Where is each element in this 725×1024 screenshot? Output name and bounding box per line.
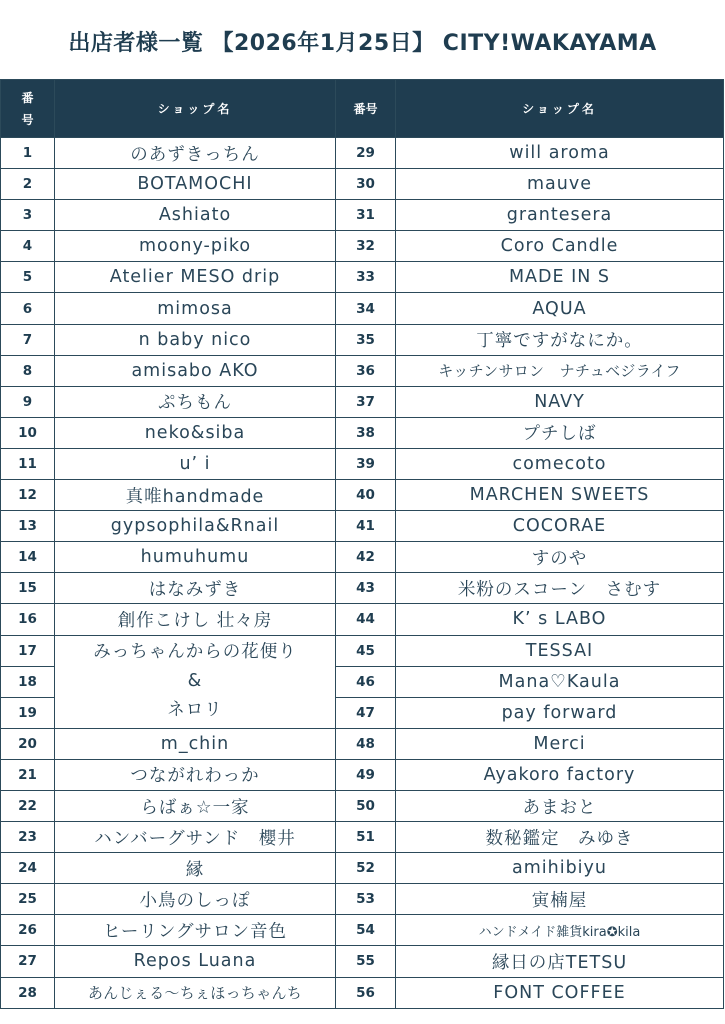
table-row: [1, 511, 724, 542]
vendor-name-right: grantesera: [396, 200, 724, 231]
vendor-number-right: 30: [336, 169, 396, 200]
vendor-number-right: 32: [336, 231, 396, 262]
vendor-number-left: 9: [1, 386, 55, 417]
vendor-number-left: 3: [1, 200, 55, 231]
vendor-name-left-merged: [55, 635, 336, 728]
vendor-name-left: gypsophila&Rnail: [55, 511, 336, 542]
vendor-number-right: 31: [336, 200, 396, 231]
page-title: 出店者様一覧 【2026年1月25日】 CITY!WAKAYAMA: [68, 31, 657, 56]
table-row: [1, 200, 724, 231]
vendor-name-right: FONT COFFEE: [396, 977, 724, 1008]
vendor-number-left: 6: [1, 293, 55, 324]
table-header-row: [1, 80, 724, 138]
table-row: [1, 884, 724, 915]
table-row: [1, 262, 724, 293]
vendor-name-right: 数秘鑑定 みゆき: [396, 822, 724, 853]
vendor-table: [0, 79, 724, 1009]
vendor-name-right: キッチンサロン ナチュベジライフ: [396, 355, 724, 386]
vendor-name-right: will aroma: [396, 138, 724, 169]
vendor-name-left: 創作こけし 壮々房: [55, 604, 336, 635]
vendor-name-left: Atelier MESO drip: [55, 262, 336, 293]
vendor-number-right: 42: [336, 542, 396, 573]
vendor-number-right: 48: [336, 728, 396, 759]
vendor-number-left: 20: [1, 728, 55, 759]
header-number-left: 番号: [1, 80, 55, 138]
table-row: [1, 231, 724, 262]
vendor-name-left: はなみずき: [55, 573, 336, 604]
table-row: [1, 573, 724, 604]
vendor-name-right: pay forward: [396, 697, 724, 728]
vendor-name-right: MADE IN S: [396, 262, 724, 293]
vendor-number-right: 50: [336, 790, 396, 821]
vendor-number-right: 45: [336, 635, 396, 666]
vendor-number-left: 1: [1, 138, 55, 169]
vendor-name-right: comecoto: [396, 448, 724, 479]
vendor-number-left: 13: [1, 511, 55, 542]
vendor-name-left: のあずきっちん: [55, 138, 336, 169]
vendor-name-right: すのや: [396, 542, 724, 573]
vendor-number-right: 39: [336, 448, 396, 479]
vendor-name-right: AQUA: [396, 293, 724, 324]
vendor-number-left: 22: [1, 790, 55, 821]
vendor-name-right: Ayakoro factory: [396, 759, 724, 790]
vendor-name-left: moony-piko: [55, 231, 336, 262]
vendor-name-right: 米粉のスコーン さむす: [396, 573, 724, 604]
table-row: [1, 946, 724, 977]
vendor-name-left: ヒーリングサロン音色: [55, 915, 336, 946]
table-row: [1, 790, 724, 821]
table-row: [1, 915, 724, 946]
header-shop-left: ショップ名: [55, 80, 336, 138]
vendor-name-right: MARCHEN SWEETS: [396, 480, 724, 511]
vendor-number-left: 7: [1, 324, 55, 355]
table-row: [1, 635, 724, 666]
vendor-number-left: 23: [1, 822, 55, 853]
vendor-number-left: 16: [1, 604, 55, 635]
table-row: [1, 759, 724, 790]
vendor-number-left: 18: [1, 666, 55, 697]
vendor-number-right: 54: [336, 915, 396, 946]
table-row: [1, 324, 724, 355]
vendor-number-right: 35: [336, 324, 396, 355]
vendor-name-left: 真唯handmade: [55, 480, 336, 511]
table-row: [1, 604, 724, 635]
vendor-number-right: 51: [336, 822, 396, 853]
vendor-number-right: 56: [336, 977, 396, 1008]
table-row: [1, 542, 724, 573]
vendor-number-right: 49: [336, 759, 396, 790]
table-row: [1, 355, 724, 386]
table-row: [1, 448, 724, 479]
vendor-number-left: 19: [1, 697, 55, 728]
vendor-number-right: 52: [336, 853, 396, 884]
vendor-name-right: プチしば: [396, 417, 724, 448]
table-row: [1, 853, 724, 884]
vendor-number-left: 24: [1, 853, 55, 884]
vendor-number-right: 29: [336, 138, 396, 169]
vendor-number-right: 38: [336, 417, 396, 448]
vendor-number-right: 36: [336, 355, 396, 386]
vendor-name-left: mimosa: [55, 293, 336, 324]
table-row: [1, 977, 724, 1008]
header-number-right: 番号: [336, 80, 396, 138]
table-row: [1, 480, 724, 511]
vendor-number-left: 14: [1, 542, 55, 573]
table-row: [1, 822, 724, 853]
vendor-number-left: 28: [1, 977, 55, 1008]
vendor-name-right: Coro Candle: [396, 231, 724, 262]
vendor-name-left: Ashiato: [55, 200, 336, 231]
vendor-name-right: 縁日の店TETSU: [396, 946, 724, 977]
table-row: [1, 728, 724, 759]
vendor-name-right: mauve: [396, 169, 724, 200]
merged-name-line: みっちゃんからの花便り: [93, 642, 297, 663]
vendor-number-left: 10: [1, 417, 55, 448]
vendor-number-left: 5: [1, 262, 55, 293]
vendor-name-right: あまおと: [396, 790, 724, 821]
vendor-number-right: 41: [336, 511, 396, 542]
vendor-name-left: humuhumu: [55, 542, 336, 573]
table-row: [1, 293, 724, 324]
vendor-name-left: 小鳥のしっぽ: [55, 884, 336, 915]
vendor-number-left: 4: [1, 231, 55, 262]
vendor-name-right: K’ s LABO: [396, 604, 724, 635]
vendor-name-left: 縁: [55, 853, 336, 884]
vendor-number-left: 8: [1, 355, 55, 386]
vendor-name-right: TESSAI: [396, 635, 724, 666]
vendor-number-right: 55: [336, 946, 396, 977]
vendor-number-left: 2: [1, 169, 55, 200]
vendor-number-right: 46: [336, 666, 396, 697]
vendor-number-left: 25: [1, 884, 55, 915]
vendor-name-right: Merci: [396, 728, 724, 759]
vendor-number-left: 12: [1, 480, 55, 511]
vendor-number-left: 15: [1, 573, 55, 604]
table-row: [1, 169, 724, 200]
vendor-number-left: 27: [1, 946, 55, 977]
vendor-name-left: らばぁ☆一家: [55, 790, 336, 821]
vendor-name-left: BOTAMOCHI: [55, 169, 336, 200]
vendor-name-left: つながれわっか: [55, 759, 336, 790]
vendor-name-right: NAVY: [396, 386, 724, 417]
vendor-name-left: あんじぇる〜ちぇほっちゃんち: [55, 977, 336, 1008]
vendor-name-right: Mana♡Kaula: [396, 666, 724, 697]
vendor-name-right: amihibiyu: [396, 853, 724, 884]
vendor-name-left: m_chin: [55, 728, 336, 759]
vendor-name-left: neko&siba: [55, 417, 336, 448]
header-shop-right: ショップ名: [396, 80, 724, 138]
table-row: [1, 386, 724, 417]
merged-name-line: ネロリ: [167, 700, 223, 721]
vendor-name-left: u’ i: [55, 448, 336, 479]
table-row: [1, 138, 724, 169]
vendor-name-right: 寅楠屋: [396, 884, 724, 915]
table-row: [1, 417, 724, 448]
vendor-name-right: 丁寧ですがなにか。: [396, 324, 724, 355]
vendor-number-left: 17: [1, 635, 55, 666]
vendor-name-left: Repos Luana: [55, 946, 336, 977]
vendor-name-left: ハンバーグサンド 櫻井: [55, 822, 336, 853]
vendor-number-right: 37: [336, 386, 396, 417]
vendor-number-right: 33: [336, 262, 396, 293]
vendor-number-right: 44: [336, 604, 396, 635]
vendor-name-right: COCORAE: [396, 511, 724, 542]
vendor-number-right: 53: [336, 884, 396, 915]
vendor-number-right: 40: [336, 480, 396, 511]
vendor-name-left: amisabo AKO: [55, 355, 336, 386]
vendor-name-right: ハンドメイド雑貨kira✪kila: [396, 915, 724, 946]
vendor-number-left: 11: [1, 448, 55, 479]
vendor-number-left: 26: [1, 915, 55, 946]
vendor-number-right: 43: [336, 573, 396, 604]
vendor-number-left: 21: [1, 759, 55, 790]
vendor-name-left: n baby nico: [55, 324, 336, 355]
vendor-number-right: 47: [336, 697, 396, 728]
vendor-name-left: ぷちもん: [55, 386, 336, 417]
merged-name-line: &: [187, 671, 203, 692]
vendor-number-right: 34: [336, 293, 396, 324]
